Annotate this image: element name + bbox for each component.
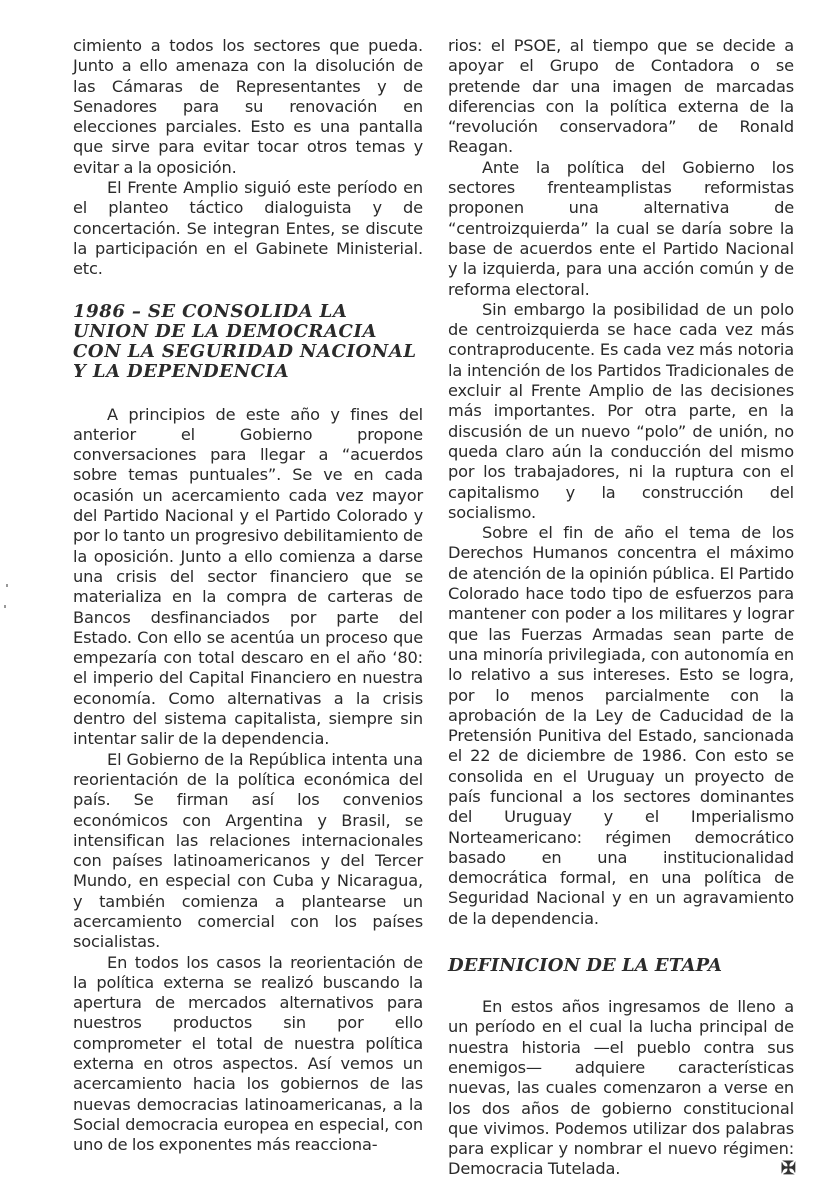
scan-speck	[4, 605, 6, 608]
left-column	[73, 36, 423, 1156]
paragraph: Ante la política del Gobierno los sectores frenteamplistas reformistas proponen una alternativa de “centroizquierda” la cual se daría sobre la base de acuerdos ente el Partido Nacional y la izquierda, para una acción común y de reforma electoral.	[448, 157, 794, 299]
end-of-article-icon: ✠	[780, 1158, 796, 1179]
scan-speck	[6, 584, 8, 587]
paragraph: En estos años ingresamos de lleno a un período en el cual la lucha principal de nuestra historia —el pueblo contra sus enemigos— adquiere características nuevas, las cuales comenzaron a verse en los dos años de gobierno constitucional que vivimos. Podemos utilizar dos palabras para explicar y nombrar el nuevo régimen: Democracia Tutelada.	[448, 997, 794, 1179]
right-column	[448, 36, 794, 1180]
paragraph: Sin embargo la posibilidad de un polo de centroizquierda se hace cada vez más contraproducente. Es cada vez más notoria la intención de los Partidos Tradicionales de excluir al Frente Amplio de las decisiones más importantes. Por otra parte, en la discusión de un nuevo “polo” de unión, no queda claro aún la conducción del mismo por los trabajadores, ni la ruptura con el capitalismo y la construcción del socialismo.	[448, 299, 794, 522]
paragraph: El Gobierno de la República intenta una reorientación de la política económica del país. Se firman así los convenios económicos con Argentina y Brasil, se intensifican las relaciones internacionales con países latinoamericanos y del Tercer Mundo, en especial con Cuba y Nicaragua, y también comienza a plantearse un acercamiento comercial con los países socialistas.	[73, 749, 423, 952]
paragraph: Sobre el fin de año el tema de los Derechos Humanos concentra el máximo de atención de la opinión pública. El Partido Colorado hace todo tipo de esfuerzos para mantener con poder a los militares y lograr que las Fuerzas Armadas sean parte de una minoría privilegiada, con autonomía en lo relativo a sus intereses. Esto se logra, por lo menos parcialmente con la aprobación de la Ley de Caducidad de la Pretensión Punitiva del Estado, sancionada el 22 de diciembre de 1986. Con esto se consolida en el Uruguay un proyecto de país funcional a los sectores dominantes del Uruguay y el Imperialismo Norteamericano: régimen democrático basado en una institucionalidad democrática formal, en una política de Seguridad Nacional y en un agravamiento de la dependencia.	[448, 523, 794, 928]
section-heading-1986: 1986 – SE CONSOLIDA LA UNION DE LA DEMOCRACIA CON LA SEGURIDAD NACIONAL Y LA DEPENDENCIA	[73, 300, 417, 382]
paragraph: rios: el PSOE, al tiempo que se decide a apoyar el Grupo de Contadora o se pretende dar una imagen de marcadas diferencias con la política externa de la “revolución conservadora” de Ronald Reagan.	[448, 36, 794, 157]
paragraph: A principios de este año y fines del anterior el Gobierno propone conversaciones para llegar a “acuerdos sobre temas puntuales”. Se ve en cada ocasión un acercamiento cada vez mayor del Partido Nacional y el Partido Colorado y por lo tanto un progresivo debilitamiento de la oposición. Junto a ello comienza a darse una crisis del sector financiero que se materializa en la compra de carteras de Bancos desfinanciados por parte del Estado. Con ello se acentúa un proceso que empezaría con total descaro en el año ‘80: el imperio del Capital Financiero en nuestra economía. Como alternativas a la crisis dentro del sistema capitalista, siempre sin intentar salir de la dependencia.	[73, 404, 423, 749]
paragraph: En todos los casos la reorientación de la política externa se realizó buscando la apertura de mercados alternativos para nuestros productos sin por ello comprometer el total de nuestra política externa en otros aspectos. Así vemos un acercamiento hacia los gobiernos de las nuevas democracias latinoamericanas, a la Social democracia europea en especial, con uno de los exponentes más reacciona-	[73, 952, 423, 1155]
paragraph: El Frente Amplio siguió este período en el planteo táctico dialoguista y de concertación. Se integran Entes, se discute la participación en el Gabinete Ministerial. etc.	[73, 178, 423, 279]
paragraph: cimiento a todos los sectores que pueda. Junto a ello amenaza con la disolución de las Cámaras de Representantes y de Senadores para su renovación en elecciones parciales. Esto es una pantalla que sirve para evitar tocar otros temas y evitar a la oposición.	[73, 36, 423, 177]
section-heading-definicion: DEFINICION DE LA ETAPA	[448, 955, 723, 977]
